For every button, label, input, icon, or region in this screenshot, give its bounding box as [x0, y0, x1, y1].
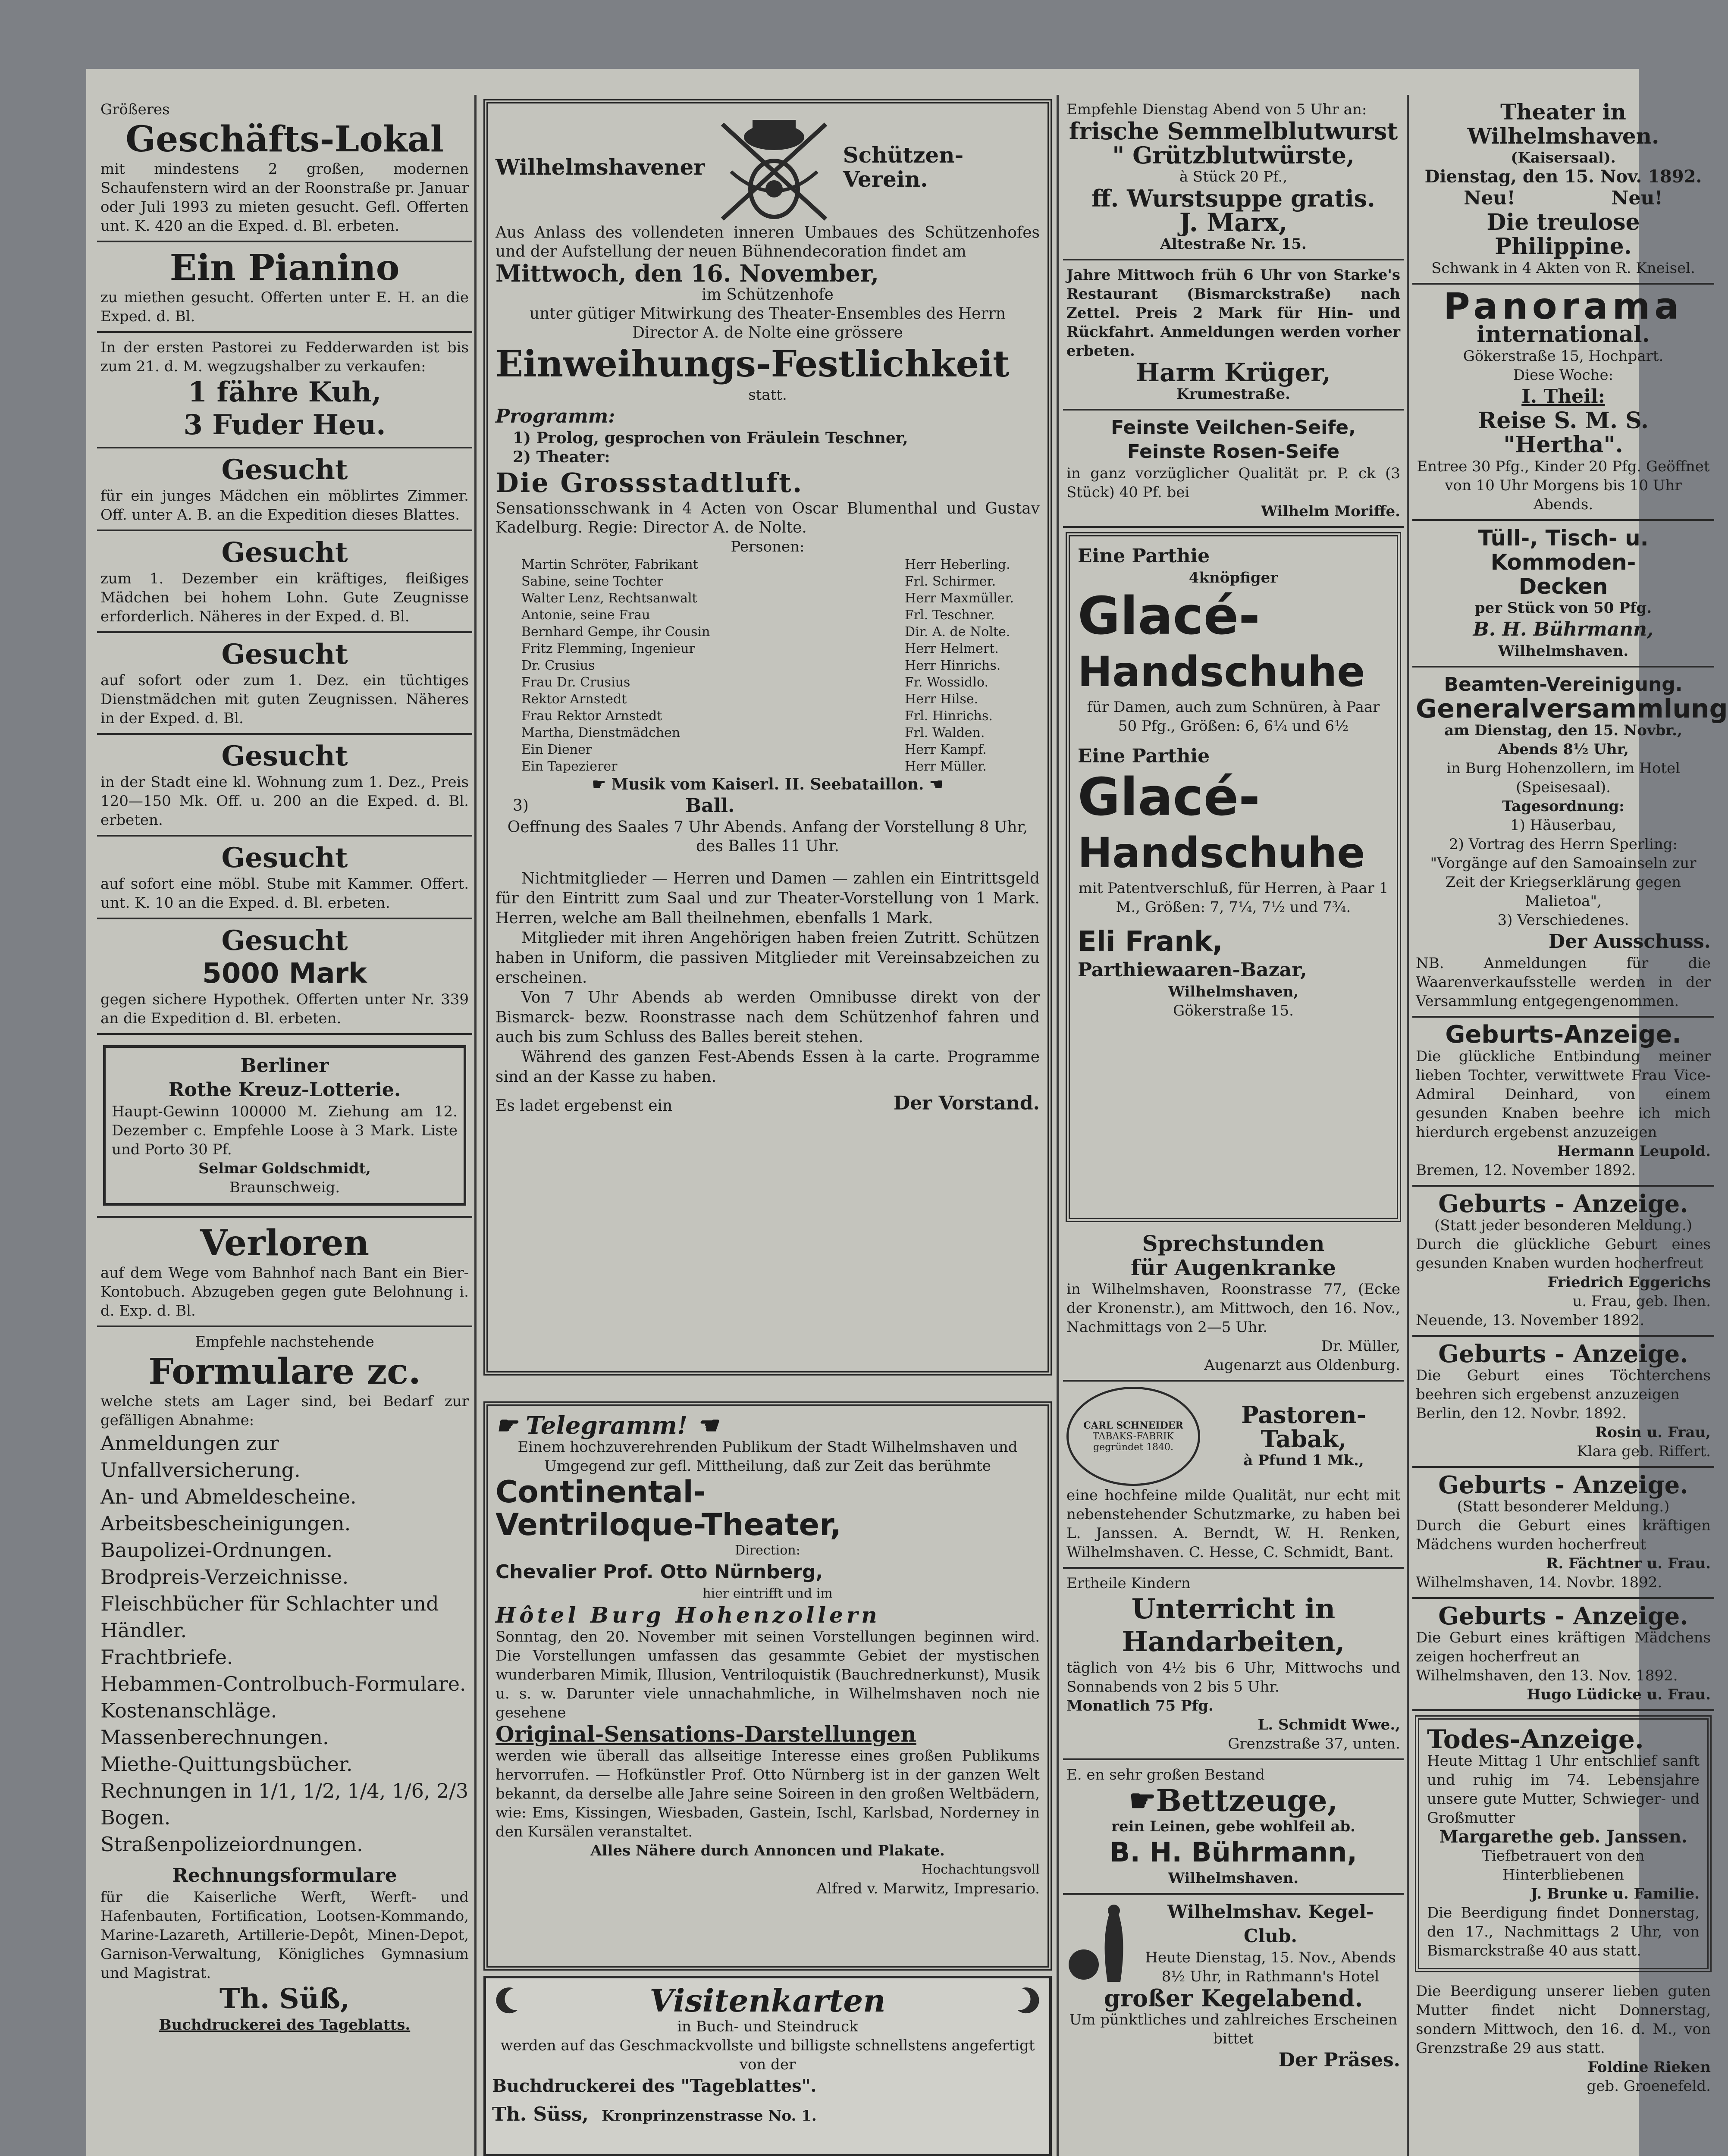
program-item: 1) Prolog, gesprochen von Fräulein Teschner,	[513, 429, 908, 447]
ad-gesucht-wohnung	[97, 735, 472, 837]
ad-signature: Friedrich Eggerichs	[1547, 1274, 1711, 1291]
ad-gesucht-stube	[97, 837, 472, 919]
ad-text: Während des ganzen Fest-Abends Essen à la carte. Programme sind an der Kasse zu haben.	[496, 1048, 1040, 1086]
ad-text: rein Leinen, gebe wohlfeil ab.	[1111, 1818, 1355, 1835]
ad-firm: Th. Süß,	[219, 1983, 350, 2015]
ad-beamten	[1412, 667, 1728, 1018]
ad-text: NB. Anmeldungen für die Waarenverkaufsstelle werden in der Versammlung entgegengenommen.	[1416, 955, 1711, 1010]
program-item: 2) Theater:	[513, 448, 610, 466]
ad-schuetzenverein	[483, 99, 1052, 1376]
ad-headline: Formulare zc.	[148, 1351, 421, 1392]
ad-text: gegen sichere Hypothek. Offerten unter Nr. 339 an die Expedition d. Bl. erbeten.	[100, 991, 469, 1027]
ad-text: Um pünktliches und zahlreiches Erscheinen bittet	[1069, 2011, 1398, 2047]
telegramm-title: ☛ Telegramm! ☚	[496, 1411, 718, 1440]
cast-actor: Frl. Schirmer.	[905, 574, 996, 589]
ad-headline: frische Semmelblutwurst	[1069, 117, 1398, 145]
ad-firm-sub: Buchdruckerei des Tageblatts.	[159, 2016, 411, 2034]
cast-actor: Dir. A. de Nolte.	[905, 624, 1010, 639]
ad-seife	[1063, 411, 1404, 528]
ad-firm: B. H. Bührmann,	[1473, 618, 1654, 640]
ad-text: Die glückliche Entbindung meiner lieben Tochter, verwittwete Frau Vice-Admiral Deinhard, von einem gesunden Knaben beehre ich mich hierdurch ergebenst anzuzeigen	[1416, 1048, 1711, 1141]
actors-column	[905, 556, 1014, 775]
ad-headline: Geburts - Anzeige.	[1438, 1190, 1688, 1218]
ad-headline: Geburts - Anzeige.	[1438, 1602, 1688, 1630]
ad-text: Hochachtungsvoll	[922, 1862, 1040, 1877]
ad-headline: Gesucht	[221, 740, 348, 772]
ad-headline: Gesucht	[221, 638, 348, 671]
ad-headline: Pastoren-Tabak,	[1241, 1401, 1366, 1453]
hotel-name: Hôtel Burg Hohenzollern	[496, 1602, 881, 1628]
program-item: 3)	[513, 797, 529, 815]
ad-theater	[1412, 95, 1714, 285]
ad-gesucht-maedchen	[97, 531, 472, 633]
sensation-heading: Original-Sensations-Darstellungen	[496, 1721, 916, 1747]
ad-signature: Selmar Goldschmidt,	[198, 1160, 371, 1177]
formulare-list	[100, 1430, 469, 1858]
ad-text: Diese Woche:	[1513, 367, 1614, 384]
verein-name-right: Schützen-Verein.	[843, 142, 964, 192]
ad-text: Oeffnung des Saales 7 Uhr Abends. Anfang der Vorstellung 8 Uhr, des Balles 11 Uhr.	[507, 818, 1028, 855]
ad-pianino	[97, 242, 472, 333]
musik-line: ☛ Musik vom Kaiserl. II. Seebataillon. ☚	[592, 775, 944, 793]
ad-place: Bremen, 12. November 1892.	[1416, 1162, 1636, 1179]
ad-text: Durch die Geburt eines kräftigen Mädchens wurden hocherfreut	[1416, 1517, 1711, 1553]
ad-text: Aus Anlass des vollendeten inneren Umbaues des Schützenhofes und der Aufstellung der neuen Bühnendecoration findet am	[496, 224, 1040, 260]
cast-role: Martin Schröter, Fabrikant	[521, 557, 698, 572]
cast-role: Ein Tapezierer	[521, 759, 618, 774]
ad-geburt-5	[1412, 1599, 1714, 1711]
ad-headline: Sprechstunden	[1142, 1231, 1325, 1256]
tagesordnung-item: 2) Vortrag des Herrn Sperling: "Vorgänge auf den Samoainseln zur Zeit der Kriegserklärung gegen Malietoa",	[1430, 836, 1697, 910]
ad-text: u. Frau, geb. Ihen.	[1572, 1293, 1711, 1310]
ad-headline: Gesucht	[221, 536, 348, 569]
ad-firm: Harm Krüger,	[1136, 358, 1331, 387]
cast-role: Ein Diener	[521, 742, 592, 757]
ad-text: in Burg Hohenzollern, im Hotel (Speisesaal).	[1446, 760, 1681, 796]
tagesordnung-item: 1) Häuserbau,	[1510, 817, 1617, 834]
ad-text: in der Stadt eine kl. Wohnung zum 1. Dez., Preis 120—150 Mk. Off. u. 200 an die Exped. d. Bl. erbeten.	[100, 774, 469, 829]
ad-glace	[1066, 532, 1401, 1222]
ad-headline: I. Theil:	[1521, 385, 1605, 407]
theater-name: Ventriloque-Theater,	[496, 1507, 841, 1542]
fest-date: Mittwoch, den 16. November,	[496, 260, 879, 287]
ad-headline: Verloren	[200, 1222, 370, 1264]
ad-text: in ganz vorzüglicher Qualität pr. P. ck (3 Stück) 40 Pf. bei	[1066, 465, 1400, 501]
ad-text: zu miethen gesucht. Offerten unter E. H. an die Exped. d. Bl.	[100, 289, 469, 325]
ad-augen	[1063, 1226, 1404, 1382]
ad-place: Wilhelmshaven, 14. Novbr. 1892.	[1416, 1574, 1662, 1591]
ad-headline: Geschäfts-Lokal	[125, 119, 444, 160]
ad-bettzeuge	[1063, 1760, 1404, 1895]
ad-address: Gökerstraße 15.	[1173, 1002, 1294, 1019]
ad-marx	[1063, 95, 1404, 260]
ad-headline: Reise S. M. S. "Hertha".	[1478, 407, 1649, 458]
column-rule	[474, 95, 477, 2156]
ad-text: Mitglieder mit ihren Angehörigen haben freien Zutritt. Schützen haben in Uniform, die passiven Mitglieder mit Vereinsabzeichen zu erscheinen.	[496, 929, 1040, 987]
ad-formulare	[97, 1327, 472, 2040]
ad-text: mit Patentverschluß, für Herren, à Paar 1 M., Größen: 7, 7¼, 7½ und 7¾.	[1078, 880, 1389, 916]
glace-headline: Glacé-	[1078, 768, 1260, 827]
ad-text: Heute Dienstag, 15. Nov., Abends 8½ Uhr, in Rathmann's Hotel	[1145, 1949, 1396, 1985]
ad-text: mit mindestens 2 großen, modernen Schaufenstern wird an der Roonstraße pr. Januar oder Juli 1993 zu mieten gesucht. Gefl. Offerten unt. K. 420 an die Exped. d. Bl. erbeten.	[100, 160, 469, 235]
ad-beerdigung	[1412, 1977, 1714, 2101]
ad-amount: 5000 Mark	[202, 958, 367, 990]
ad-kuh	[97, 333, 472, 448]
column-rule	[1407, 95, 1409, 2156]
neu-label: Neu!	[1464, 187, 1515, 209]
ad-headline: 3 Fuder Heu.	[183, 409, 386, 441]
ad-headline: Decken	[1518, 574, 1608, 599]
ad-headline: Gesucht	[221, 924, 348, 957]
ad-signature: Der Präses.	[1278, 2049, 1400, 2071]
ad-text: Jahre Mittwoch früh 6 Uhr von Starke's Restaurant (Bismarckstraße) nach Zettel. Preis 2 Mark für Hin- und Rückfahrt. Anmeldungen werden vorher erbeten.	[1066, 266, 1400, 360]
formulare-item: Kostenanschläge.	[100, 1699, 277, 1722]
ad-visitenkarten	[483, 1976, 1052, 2156]
ad-price: per Stück von 50 Pfg.	[1474, 599, 1652, 617]
formulare-item: Frachtbriefe.	[100, 1645, 233, 1669]
moon-icon	[492, 1986, 522, 2016]
ad-text: für die Kaiserliche Werft, Werft- und Hafenbauten, Fortification, Lootsen-Kommando, Marine-Lazareth, Artillerie-Depôt, Minen-Depot, Garnison-Verwaltung, Königliches Gymnasium und Magistrat.	[100, 1889, 469, 1982]
visitenkarten-title: Visitenkarten	[649, 1982, 886, 2019]
musik-text: Musik vom Kaiserl. II. Seebataillon.	[611, 775, 924, 793]
tagesordnung-item: 3) Verschiedenes.	[1497, 912, 1629, 929]
ad-signature: Der Ausschuss.	[1549, 931, 1711, 953]
ad-headline: Rechnungsformulare	[172, 1865, 397, 1887]
ad-text: (Statt jeder besonderen Meldung.)	[1434, 1217, 1693, 1234]
ad-signature: L. Schmidt Wwe.,	[1258, 1716, 1400, 1733]
ad-text: Augenarzt aus Oldenburg.	[1204, 1357, 1400, 1374]
ad-text: auf sofort oder zum 1. Dez. ein tüchtiges Dienstmädchen mit guten Zeugnissen. Näheres in der Exped. d. Bl.	[100, 672, 469, 727]
column-2	[481, 95, 1054, 2156]
ad-geburt-3	[1412, 1337, 1714, 1468]
cast-actor: Herr Müller.	[905, 759, 987, 774]
ad-text: geb. Groenefeld.	[1587, 2078, 1711, 2095]
ad-signature: Rosin u. Frau,	[1595, 1424, 1711, 1441]
ad-address: Gökerstraße 15, Hochpart.	[1463, 348, 1664, 365]
ad-text: in Wilhelmshaven, Roonstrasse 77, (Ecke der Kronenstr.), am Mittwoch, den 16. Nov., Nachmittags von 2—5 Uhr.	[1066, 1281, 1400, 1336]
ad-headline: Feinste Rosen-Seife	[1127, 441, 1340, 463]
cast-role: Martha, Dienstmädchen	[521, 725, 681, 740]
ad-address: Altestraße Nr. 15.	[1160, 235, 1307, 253]
ad-headline: Beamten-Vereinigung.	[1444, 674, 1683, 696]
ad-signature: Wilhelm Moriffe.	[1261, 503, 1400, 520]
stamp-text: CARL SCHNEIDER	[1083, 1420, 1183, 1431]
ad-date: am Dienstag, den 15. Novbr., Abends 8½ Uhr,	[1444, 722, 1682, 758]
glace-headline: Glacé-	[1078, 586, 1260, 646]
ad-headline: Ein Pianino	[169, 247, 400, 288]
ad-lotterie	[97, 1035, 472, 1218]
ad-text: Klara geb. Riffert.	[1577, 1443, 1711, 1460]
ad-tuell	[1412, 521, 1714, 667]
ad-name: Margarethe geb. Janssen.	[1439, 1827, 1687, 1847]
ad-headline: Rothe Kreuz-Lotterie.	[168, 1079, 401, 1101]
play-title: Die Grossstadtluft.	[496, 467, 803, 498]
ad-text: Tagesordnung:	[1502, 798, 1625, 815]
ad-gesucht-zimmer	[97, 448, 472, 531]
director-name: Chevalier Prof. Otto Nürnberg,	[496, 1561, 823, 1583]
formulare-item: Miethe-Quittungsbücher.	[100, 1752, 353, 1776]
ad-pretext: E. en sehr großen Bestand	[1066, 1766, 1265, 1783]
ad-geburt-1	[1412, 1018, 1714, 1187]
newspaper-page	[86, 69, 1728, 2156]
cast-actor: Herr Hinrichs.	[905, 658, 1001, 673]
ad-text: hier eintrifft und im	[702, 1586, 833, 1601]
fest-place: im Schützenhofe	[702, 286, 834, 304]
ad-price: à Pfund 1 Mk.,	[1243, 1452, 1364, 1469]
ad-headline: Eine Parthie	[1078, 745, 1210, 767]
ad-text: Entree 30 Pfg., Kinder 20 Pfg. Geöffnet von 10 Uhr Morgens bis 10 Uhr Abends.	[1417, 458, 1710, 513]
ball-line	[496, 794, 1040, 818]
formulare-item: Straßenpolizeiordnungen.	[100, 1833, 363, 1856]
ad-text: Die Geburt eines Töchterchens beehren sich ergebenst anzuzeigen	[1416, 1367, 1711, 1403]
ad-signature: J. Brunke u. Familie.	[1530, 1885, 1700, 1902]
ad-headline: Tüll-, Tisch- u. Kommoden-	[1478, 526, 1649, 575]
ad-geschaeftslokal	[97, 95, 472, 242]
theater-name: Continental-	[496, 1474, 706, 1510]
formulare-item: Fleischbücher für Schlachter und Händler.	[100, 1592, 439, 1642]
roles-column	[521, 556, 710, 775]
ad-text: in Buch- und Steindruck	[677, 2018, 858, 2035]
ad-place: Berlin, den 12. Novbr. 1892.	[1416, 1405, 1627, 1422]
ad-headline: Unterricht in	[1131, 1593, 1336, 1625]
ad-panorama	[1412, 285, 1714, 521]
ad-text: In der ersten Pastorei zu Fedderwarden ist bis zum 21. d. M. wegzugshalber zu verkaufen:	[100, 339, 469, 375]
ad-text: Sensationsschwank in 4 Acten von Oscar Blumenthal und Gustav Kadelburg. Regie: Director A. de Nolte.	[496, 500, 1040, 536]
ad-text: Die Beerdigung findet Donnerstag, den 17., Nachmittags 2 Uhr, von Bismarckstraße 40 aus statt.	[1427, 1904, 1700, 1959]
fest-title: Einweihungs-Festlichkeit	[496, 342, 1010, 385]
kegel-icon	[1066, 1900, 1135, 1986]
ad-text: Von 7 Uhr Abends ab werden Omnibusse direkt von der Bismarck- bezw. Roonstrasse nach dem Schützenhof fahren und auch bis zum Schluss des Balles bereit stehen.	[496, 989, 1040, 1046]
ad-place: Wilhelmshaven, den 13. Nov. 1892.	[1416, 1667, 1678, 1684]
ad-text: 4knöpfiger	[1189, 569, 1278, 586]
ad-text: Alles Nähere durch Annoncen und Plakate.	[590, 1842, 945, 1859]
ad-headline: Eine Parthie	[1078, 545, 1210, 567]
program-heading: Programm:	[496, 405, 615, 427]
ad-kegel-club	[1063, 1895, 1404, 2078]
ad-address: Grenzstraße 37, unten.	[1228, 1735, 1400, 1752]
formulare-item: Anmeldungen zur Unfallversicherung.	[100, 1432, 301, 1482]
ad-geburt-4	[1412, 1468, 1714, 1599]
glace-headline: Handschuhe	[1078, 829, 1365, 877]
ad-text: Durch die glückliche Geburt eines gesunden Knaben wurden hocherfreut	[1416, 1236, 1711, 1272]
ad-headline: Generalversammlung	[1416, 694, 1728, 724]
ad-signature: Hugo Lüdicke u. Frau.	[1527, 1686, 1711, 1703]
ad-text: Die Beerdigung unserer lieben guten Mutter findet nicht Donnerstag, sondern Mittwoch, den 16. d. M., von Grenzstraße 29 aus statt.	[1416, 1983, 1711, 2057]
ad-text: Buchdruckerei des "Tageblattes".	[492, 2076, 817, 2096]
ad-text: welche stets am Lager sind, bei Bedarf zur gefälligen Abnahme:	[100, 1393, 469, 1429]
trademark-stamp-icon	[1066, 1387, 1200, 1486]
ad-text: unter gütiger Mitwirkung des Theater-Ensembles des Herrn Director A. de Nolte eine grössere	[529, 305, 1006, 342]
schuetzen-emblem-icon	[705, 111, 843, 223]
ad-signature: Dr. Müller,	[1321, 1338, 1400, 1355]
cast-actor: Herr Heberling.	[905, 557, 1010, 572]
cast-actor: Frl. Hinrichs.	[905, 708, 993, 724]
ad-headline: Feinste Veilchen-Seife,	[1111, 417, 1356, 439]
ad-text: für ein junges Mädchen ein möblirtes Zimmer. Off. unter A. B. an die Expedition dieses Blattes.	[100, 487, 469, 523]
cast-role: Fritz Flemming, Ingenieur	[521, 641, 695, 656]
ad-headline: ff. Wurstsuppe gratis.	[1091, 185, 1375, 212]
cast-actor: Frl. Teschner.	[905, 608, 995, 623]
ad-city: Wilhelmshaven.	[1498, 642, 1629, 660]
stamp-text: TABAKS-FABRIK gegründet 1840.	[1092, 1431, 1174, 1453]
ad-headline: Geburts-Anzeige.	[1445, 1021, 1681, 1049]
ad-headline: Geburts - Anzeige.	[1438, 1340, 1688, 1368]
column-4	[1412, 95, 1728, 2101]
ad-place: Neuende, 13. November 1892.	[1416, 1312, 1645, 1329]
formulare-item: An- und Abmeldescheine.	[100, 1485, 357, 1508]
ad-pretext: Ertheile Kindern	[1066, 1575, 1191, 1592]
verein-name-left: Wilhelmshavener	[496, 154, 705, 180]
ad-city: Braunschweig.	[229, 1179, 340, 1196]
ad-headline: Gesucht	[221, 454, 348, 486]
ad-date: Dienstag, den 15. Nov. 1892.	[1424, 166, 1702, 187]
ad-firm: J. Marx,	[1179, 208, 1288, 237]
telegramm-title-text: Telegramm!	[525, 1411, 688, 1440]
cast-role: Sabine, seine Tochter	[521, 574, 663, 589]
ad-text: statt.	[748, 386, 787, 404]
ad-signature: Der Vorstand.	[894, 1092, 1040, 1114]
ad-headline: Todes-Anzeige.	[1427, 1724, 1644, 1755]
ad-text: Sonntag, den 20. November mit seinen Vorstellungen beginnen wird. Die Vorstellungen umfassen das gesammte Gebiet der mystischen wunderbaren Mimik, Illusion, Ventriloquistik (Bauchrednerkunst), Musik u. s. w. Darunter viele unnachahmliche, in Wilhelmshaven noch nie gesehene	[496, 1628, 1040, 1721]
ad-city: Wilhelmshaven.	[1168, 1870, 1299, 1887]
ad-firm: Eli Frank,	[1078, 926, 1223, 958]
ad-text: Heute Mittag 1 Uhr entschlief sanft und ruhig im 74. Lebensjahre unsere gute Mutter, Schwieger- und Großmutter	[1427, 1752, 1700, 1827]
ad-text: (Kaisersaal).	[1511, 149, 1616, 166]
ad-pretext: Empfehle Dienstag Abend von 5 Uhr an:	[1066, 101, 1367, 118]
ad-telegramm	[483, 1401, 1052, 1971]
column-3	[1063, 95, 1404, 2078]
moon-icon	[1013, 1986, 1043, 2016]
personen-heading: Personen:	[731, 538, 805, 555]
ad-pretext: Größeres	[100, 101, 170, 118]
ad-signature: Foldine Rieken	[1587, 2059, 1711, 2076]
ad-handarbeiten	[1063, 1569, 1404, 1760]
ad-text: eine hochfeine milde Qualität, nur echt mit nebenstehender Schutzmarke, zu haben bei L. Janssen. A. Berndt, W. H. Renken, Wilhelmshaven. C. Hesse, C. Schmidt, Bant.	[1066, 1487, 1400, 1561]
ad-signature: Hermann Leupold.	[1557, 1143, 1711, 1160]
cast-actor: Herr Kampf.	[905, 742, 987, 757]
ad-line: Berliner	[240, 1055, 329, 1077]
formulare-item: Baupolizei-Ordnungen.	[100, 1539, 333, 1562]
cast-role: Frau Rektor Arnstedt	[521, 708, 662, 724]
formulare-item: Hebammen-Controlbuch-Formulare.	[100, 1672, 466, 1695]
ad-address: Kronprinzenstrasse No. 1.	[602, 2107, 817, 2125]
ad-headline: für Augenkranke	[1130, 1255, 1336, 1280]
ad-firm: B. H. Bührmann,	[1110, 1836, 1357, 1868]
cast-list	[496, 556, 1040, 775]
ad-headline: Handarbeiten,	[1122, 1626, 1345, 1658]
cast-actor: Herr Hilse.	[905, 692, 978, 707]
cast-role: Rektor Arnstedt	[521, 692, 627, 707]
ad-firm: Th. Süss,	[492, 2103, 589, 2125]
ad-address: Krumestraße.	[1176, 385, 1290, 403]
glace-headline: Handschuhe	[1078, 648, 1365, 696]
formulare-item: Rechnungen in 1/1, 1/2, 1/4, 1/6, 2/3 Bogen.	[100, 1779, 469, 1829]
ad-text: Haupt-Gewinn 100000 M. Ziehung am 12. Dezember c. Empfehle Loose à 3 Mark. Liste und Porto 30 Pf.	[112, 1103, 458, 1158]
column-1	[97, 95, 472, 2040]
ad-headline: Gesucht	[221, 842, 348, 874]
ad-text: für Damen, auch zum Schnüren, à Paar 50 Pfg., Größen: 6, 6¼ und 6½	[1087, 699, 1380, 735]
ad-text: auf sofort eine möbl. Stube mit Kammer. Offert. unt. K. 10 an die Exped. d. Bl. erbeten.	[100, 875, 469, 912]
ad-verloren	[97, 1218, 472, 1327]
formulare-item: Brodpreis-Verzeichnisse.	[100, 1565, 349, 1589]
play-title: Die treulose Philippine.	[1487, 209, 1640, 260]
ad-text: (Statt besonderer Meldung.)	[1457, 1498, 1670, 1515]
ad-todes	[1415, 1715, 1712, 1972]
ad-text: Nichtmitglieder — Herren und Damen — zahlen ein Eintrittsgeld für den Eintritt zum Saal und zur Theater-Vorstellung von 1 Mark. Herren, welche am Ball theilnehmen, ebenfalls 1 Mark.	[496, 870, 1040, 927]
bett-title: Bettzeuge,	[1156, 1783, 1338, 1818]
ad-pretext: Empfehle nachstehende	[195, 1333, 374, 1351]
ad-headline: " Grützblutwürste,	[1112, 141, 1355, 169]
ad-text: täglich von 4½ bis 6 Uhr, Mittwochs und Sonnabends von 2 bis 5 Uhr.	[1066, 1659, 1400, 1695]
ad-text: Einem hochzuverehrenden Publikum der Stadt Wilhelmshaven und Umgegend zur gefl. Mittheilung, daß zur Zeit das berühmte	[517, 1438, 1018, 1475]
ad-text: werden auf das Geschmackvollste und billigste schnellstens angefertigt von der	[500, 2037, 1035, 2073]
cast-role: Walter Lenz, Rechtsanwalt	[521, 591, 697, 606]
ad-krueger	[1063, 260, 1404, 411]
ad-headline: Wilhelmshav. Kegel-Club.	[1167, 1901, 1374, 1946]
cast-role: Antonie, seine Frau	[521, 608, 650, 623]
cast-actor: Frl. Walden.	[905, 725, 985, 740]
ad-gesucht-dienstmaedchen	[97, 633, 472, 735]
ad-text: werden wie überall das allseitige Interesse eines großen Publikums hervorrufen. — Hofkünstler Prof. Otto Nürnberg ist in der ganzen Welt bekannt, da derselbe alle Jahre seine Soireen in den großen Weltbädern, wie: Ems, Kissingen, Wiesbaden, Gastein, Ischl, Karlsbad, Norderney in den Kursälen veranstaltet.	[496, 1747, 1040, 1840]
ad-headline: Geburts - Anzeige.	[1438, 1471, 1688, 1499]
ad-text: Die Geburt eines kräftigen Mädchens zeigen hocherfreut an	[1416, 1629, 1711, 1665]
ad-text: Es ladet ergebenst ein	[496, 1097, 673, 1115]
ad-headline: international.	[1477, 321, 1650, 348]
ad-gesucht-hypothek	[97, 919, 472, 1035]
cast-role: Dr. Crusius	[521, 658, 595, 673]
cast-actor: Fr. Wossidlo.	[905, 675, 989, 690]
ad-geburt-2	[1412, 1187, 1714, 1337]
ad-headline: Panorama	[1443, 285, 1683, 327]
ball-title: Ball.	[685, 795, 735, 817]
ad-signature: Alfred v. Marwitz, Impresario.	[816, 1880, 1040, 1897]
ad-text: auf dem Wege vom Bahnhof nach Bant ein Bier-Kontobuch. Abzugeben gegen gute Belohnung i. d. Exp. d. Bl.	[100, 1264, 469, 1319]
ad-headline: 1 fähre Kuh,	[188, 376, 382, 408]
column-rule	[1057, 95, 1059, 2156]
cast-actor: Herr Maxmüller.	[905, 591, 1014, 606]
formulare-item: Massenberechnungen.	[100, 1726, 329, 1749]
ad-headline: großer Kegelabend.	[1104, 1984, 1363, 2012]
cast-role: Bernhard Gempe, ihr Cousin	[521, 624, 710, 639]
ad-text: Direction:	[735, 1543, 800, 1558]
ad-text: zum 1. Dezember ein kräftiges, fleißiges Mädchen bei hohem Lohn. Gute Zeugnisse erforderlich. Näheres in der Exped. d. Bl.	[100, 570, 469, 625]
ad-firm-sub: Parthiewaaren-Bazar,	[1078, 959, 1307, 981]
bett-headline: ☛Bettzeuge,	[1129, 1783, 1338, 1818]
ad-signature: R. Fächtner u. Frau.	[1546, 1555, 1711, 1572]
formulare-item: Arbeitsbescheinigungen.	[100, 1512, 351, 1535]
ad-tabak	[1063, 1382, 1404, 1569]
cast-actor: Herr Helmert.	[905, 641, 999, 656]
cast-role: Frau Dr. Crusius	[521, 675, 630, 690]
neu-label: Neu!	[1611, 187, 1663, 209]
tagesordnung-list	[1416, 816, 1711, 930]
ad-text: Tiefbetrauert von den Hinterbliebenen	[1482, 1847, 1645, 1883]
ad-city: Wilhelmshaven,	[1168, 983, 1299, 1000]
ad-headline: Theater in Wilhelmshaven.	[1467, 99, 1659, 149]
ad-price: Monatlich 75 Pfg.	[1066, 1697, 1214, 1714]
ad-text: à Stück 20 Pf.,	[1179, 168, 1288, 185]
ad-text: Schwank in 4 Akten von R. Kneisel.	[1431, 260, 1695, 277]
